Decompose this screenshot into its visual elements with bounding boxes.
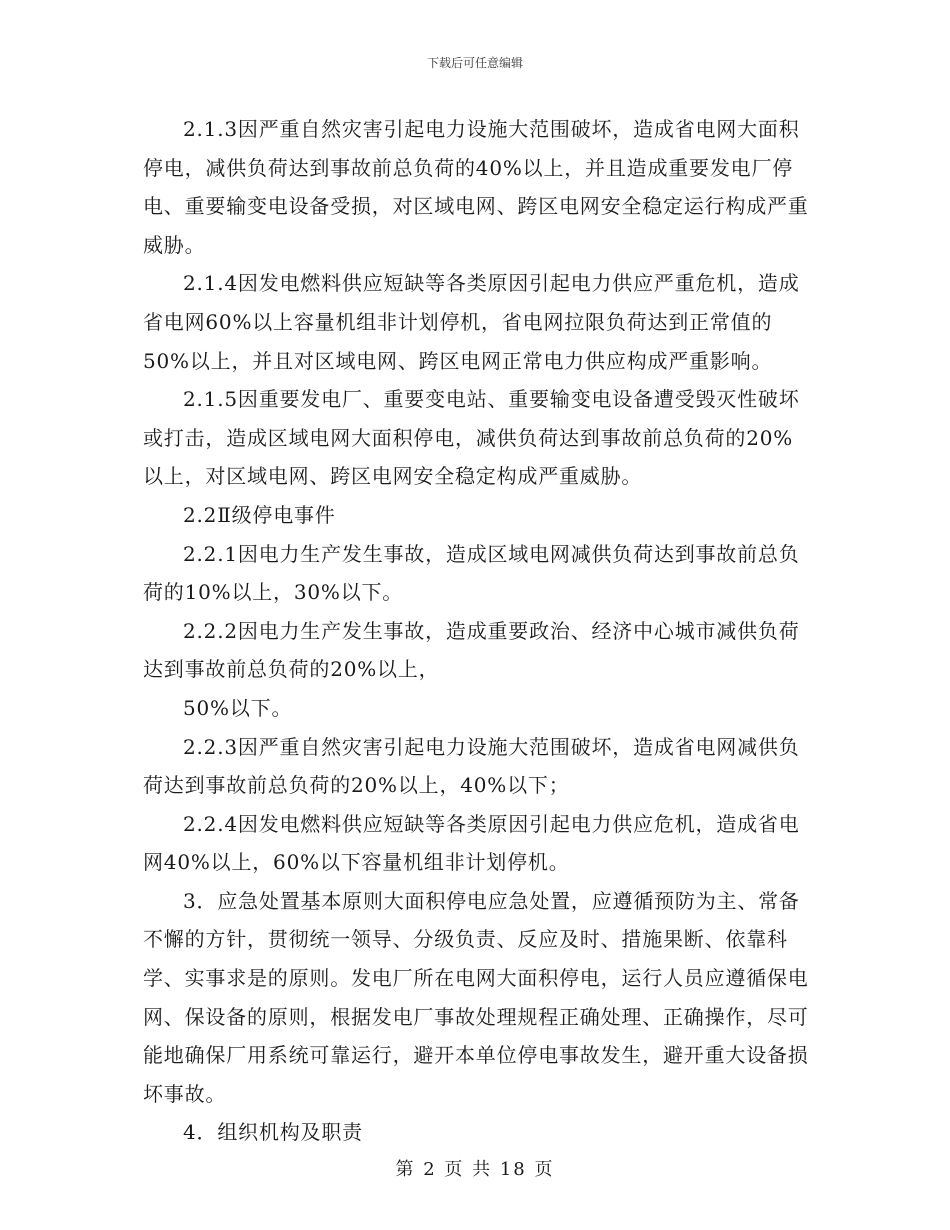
paragraph-2-2-2: 2.2.2因电力生产发生事故，造成重要政治、经济中心城市减供负荷达到事故前总负荷的20%以上， <box>143 618 800 682</box>
paragraph-2-2-1: 2.2.1因电力生产发生事故，造成区域电网减供负荷达到事故前总负荷的10%以上，30%以下。 <box>143 541 800 605</box>
section-heading-4: 4．组织机构及职责 <box>183 1120 363 1145</box>
paragraph-2-1-5: 2.1.5因重要发电厂、重要变电站、重要输变电设备遭受毁灭性破坏或打击，造成区域电网大面积停电，减供负荷达到事故前总负荷的20%以上，对区域电网、跨区电网安全稳定构成严重威胁。 <box>143 387 800 489</box>
page-number-footer: 第 2 页 共 18 页 <box>395 1159 555 1180</box>
paragraph-2-1-4: 2.1.4因发电燃料供应短缺等各类原因引起电力供应严重危机，造成省电网60%以上容量机组非计划停机，省电网拉限负荷达到正常值的50%以上，并且对区域电网、跨区电网正常电力供应构成严重影响。 <box>143 271 800 373</box>
paragraph-3-principles: 3．应急处置基本原则大面积停电应急处置，应遵循预防为主、常备不懈的方针，贯彻统一领导、分级负责、反应及时、措施果断、依靠科学、实事求是的原则。发电厂所在电网大面积停电，运行人员应遵循保电网、保设备的原则，根据发电厂事故处理规程正确处理、正确操作，尽可能地确保厂用系统可靠运行，避开本单位停电事故发生，避开重大设备损坏事故。 <box>143 888 809 1106</box>
paragraph-2-2-2-continued: 50%以下。 <box>183 695 293 720</box>
paragraph-2-2-4: 2.2.4因发电燃料供应短缺等各类原因引起电力供应危机，造成省电网40%以上，60%以下容量机组非计划停机。 <box>143 811 800 875</box>
paragraph-2-2-3: 2.2.3因严重自然灾害引起电力设施大范围破坏，造成省电网减供负荷达到事故前总负荷的20%以上，40%以下； <box>143 734 800 798</box>
page-header: 下载后可任意编辑 <box>426 56 523 70</box>
document-body <box>143 110 813 1152</box>
paragraph-2-1-3: 2.1.3因严重自然灾害引起电力设施大范围破坏，造成省电网大面积停电，减供负荷达到事故前总负荷的40%以上，并且造成重要发电厂停电、重要输变电设备受损，对区域电网、跨区电网安全稳定运行构成严重威胁。 <box>143 117 809 257</box>
section-heading-2-2: 2.2Ⅱ级停电事件 <box>183 502 336 527</box>
